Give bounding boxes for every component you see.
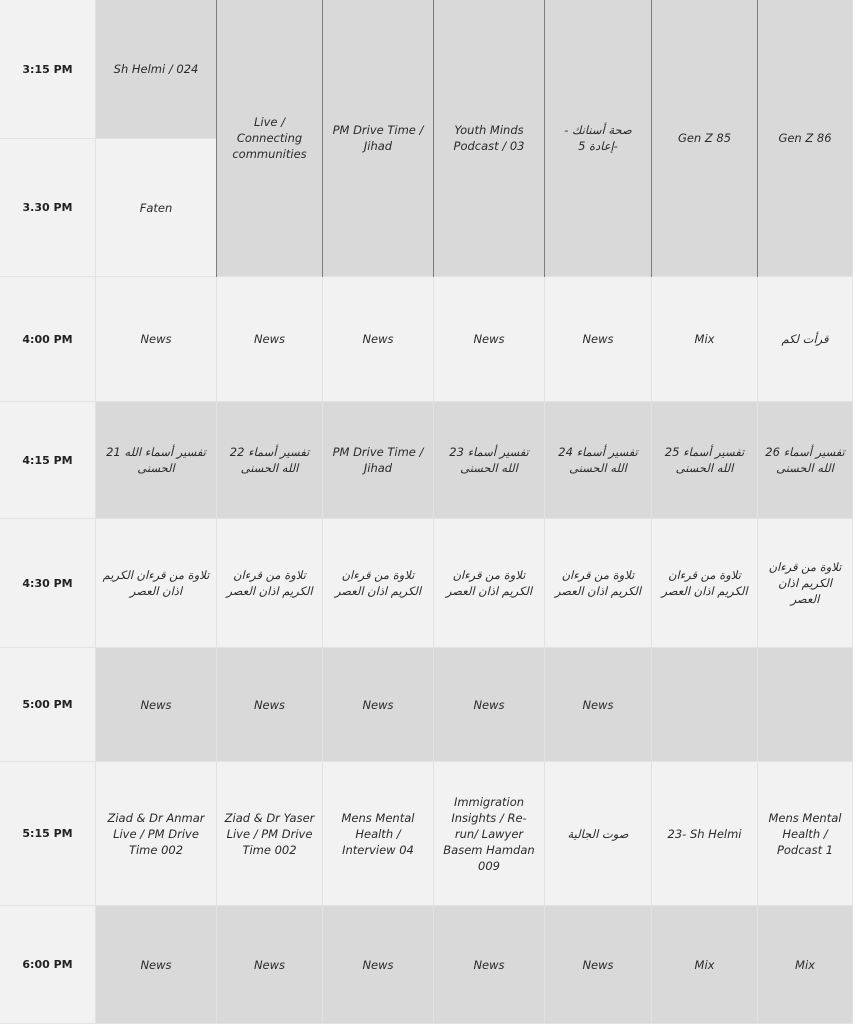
time-label: 4:00 PM <box>0 277 96 402</box>
time-label: 5:00 PM <box>0 648 96 762</box>
program-cell: News <box>434 277 545 402</box>
program-cell: Gen Z 85 <box>652 0 758 277</box>
program-cell: News <box>545 648 652 762</box>
program-cell: تلاوة من قرءان الكريم اذان العصر <box>434 519 545 648</box>
program-cell: Ziad & Dr Yaser Live / PM Drive Time 002 <box>217 762 323 906</box>
program-cell: Youth Minds Podcast / 03 <box>434 0 545 277</box>
program-cell: تلاوة من قرءان الكريم اذان العصر <box>96 519 217 648</box>
program-cell: News <box>217 906 323 1024</box>
program-cell: News <box>545 277 652 402</box>
program-cell: News <box>434 648 545 762</box>
program-cell: News <box>323 648 434 762</box>
program-cell: تلاوة من قرءان الكريم اذان العصر <box>217 519 323 648</box>
program-cell: صوت الجالية <box>545 762 652 906</box>
program-cell: News <box>96 648 217 762</box>
program-cell: Live / Connecting communities <box>217 0 323 277</box>
time-label: 6:00 PM <box>0 906 96 1024</box>
program-cell: Mens Mental Health / Interview 04 <box>323 762 434 906</box>
program-cell: 25 تفسير أسماء الله الحسنى <box>652 402 758 519</box>
program-cell: PM Drive Time / Jihad <box>323 0 434 277</box>
program-cell: 23- Sh Helmi <box>652 762 758 906</box>
program-cell <box>652 648 758 762</box>
time-label: 5:15 PM <box>0 762 96 906</box>
time-label: 4:15 PM <box>0 402 96 519</box>
program-cell: Mens Mental Health / Podcast 1 <box>758 762 853 906</box>
program-cell: Sh Helmi / 024 <box>96 0 217 139</box>
program-cell: News <box>217 277 323 402</box>
program-cell: Mix <box>758 906 853 1024</box>
program-cell: Gen Z 86 <box>758 0 853 277</box>
program-cell: 21 تفسير أسماء الله الحسنى <box>96 402 217 519</box>
program-cell: صحة أسنانك - إعادة 5- <box>545 0 652 277</box>
program-cell: 23 تفسير أسماء الله الحسنى <box>434 402 545 519</box>
program-cell: News <box>96 906 217 1024</box>
program-cell: News <box>96 277 217 402</box>
program-cell: News <box>434 906 545 1024</box>
column-divider <box>433 0 434 277</box>
program-cell: تلاوة من قرءان الكريم اذان العصر <box>652 519 758 648</box>
column-divider <box>322 0 323 277</box>
program-cell: News <box>323 277 434 402</box>
program-cell: Ziad & Dr Anmar Live / PM Drive Time 002 <box>96 762 217 906</box>
program-cell: 26 تفسير أسماء الله الحسنى <box>758 402 853 519</box>
time-label: 3.30 PM <box>0 139 96 277</box>
program-cell: تلاوة من قرءان الكريم اذان العصر <box>758 519 853 648</box>
program-cell: تلاوة من قرءان الكريم اذان العصر <box>323 519 434 648</box>
column-divider <box>651 0 652 277</box>
program-cell: Mix <box>652 277 758 402</box>
column-divider <box>216 0 217 277</box>
program-cell: News <box>545 906 652 1024</box>
program-cell: Faten <box>96 139 217 277</box>
program-cell: 24 تفسير أسماء الله الحسنى <box>545 402 652 519</box>
program-cell: News <box>323 906 434 1024</box>
time-label: 4:30 PM <box>0 519 96 648</box>
column-divider <box>544 0 545 277</box>
program-cell: تلاوة من قرءان الكريم اذان العصر <box>545 519 652 648</box>
program-cell: PM Drive Time / Jihad <box>323 402 434 519</box>
program-cell: Immigration Insights / Re-run/ Lawyer Basem Hamdan 009 <box>434 762 545 906</box>
time-label: 3:15 PM <box>0 0 96 139</box>
program-cell: Mix <box>652 906 758 1024</box>
program-cell: News <box>217 648 323 762</box>
program-cell <box>758 648 853 762</box>
program-cell: 22 تفسير أسماء الله الحسنى <box>217 402 323 519</box>
program-cell: قرأت لكم <box>758 277 853 402</box>
column-divider <box>757 0 758 277</box>
